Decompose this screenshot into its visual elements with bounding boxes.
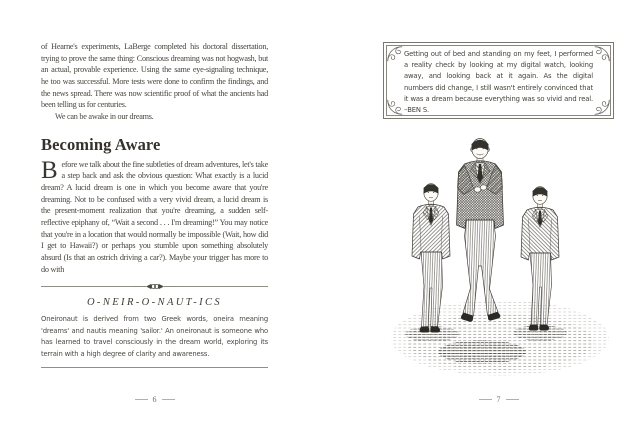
- section-divider: [41, 282, 268, 291]
- sidebar-definition: Oneironaut is derived from two Greek words, oneira meaning 'dreams' and nautis meaning 'sailor.' An oneironaut is someone who has learned to travel consciously in the dream world, exploring its terrain with a high degree of clarity and awareness.: [41, 315, 268, 358]
- corner-flourish-icon: [594, 45, 611, 62]
- paragraph-text: efore we talk about the fine subtleties of dream adventures, let's take a step back and ask the obvious question: What exactly is a lucid dream? A lucid dream is one in which you become aware that you're dreaming. Not to be confused with a very vivid dream, a lucid dream is the present-moment realization that you're dreaming, a sudden self-reflective epiphany of, “Wait a second . . . I'm dreaming!” You may notice that you're in a location that would normally be impossible (Wait, how did I get to Hawaii?) or perhaps you stumble upon something absolutely absurd (Is that an ostrich driving a car?). Maybe your trigger has more to do with: [41, 159, 268, 274]
- corner-flourish-icon: [594, 99, 611, 116]
- three-men-illustration: [388, 128, 615, 386]
- three-men-drawing: [388, 128, 615, 386]
- body-paragraph-dropcap: [41, 156, 268, 276]
- body-paragraph: of Hearne's experiments, LaBerge completed his doctoral dissertation, trying to prove the same thing: Conscious dreaming was not hogwash, but an actual, provable experience. Using the same eye-signaling technique, he too was successful. More tests were done to confirm the findings, and the news spread. There was now scientific proof of what the ancients had been telling us for centuries.: [41, 42, 268, 110]
- page-number-left: [41, 395, 268, 404]
- sidebar-heading: O-NEIR-O-NAUT-ICS: [86, 297, 223, 309]
- page-number-right: [383, 395, 614, 404]
- center-man: [457, 139, 504, 322]
- page-number-dash: [479, 399, 492, 400]
- page-number-dash: [162, 399, 175, 400]
- page-number-dash: [135, 399, 148, 400]
- page-number-value: 7: [496, 395, 501, 404]
- divider-rule-left: [41, 286, 132, 287]
- sidebar-bottom-rule: [41, 367, 268, 368]
- corner-flourish-icon: [386, 45, 403, 62]
- testimonial-box: [383, 42, 614, 119]
- testimonial-text: Getting out of bed and standing on my feet, I performed a reality check by looking at my digital watch, looking away, and looking back at it again. As the digital numbers did change, I still wasn't entirely convinced that it was a dream because everything was so vivid and real. –BEN S.: [404, 50, 593, 115]
- section-heading: Becoming Aware: [41, 134, 161, 154]
- corner-flourish-icon: [386, 99, 403, 116]
- divider-ornament-icon: [132, 282, 178, 291]
- left-text-column: [41, 41, 268, 368]
- page-number-dash: [506, 399, 519, 400]
- page-number-value: 6: [152, 395, 157, 404]
- drop-cap: B: [41, 156, 58, 184]
- body-paragraph-closing: We can be awake in our dreams.: [55, 111, 154, 121]
- divider-rule-right: [178, 286, 269, 287]
